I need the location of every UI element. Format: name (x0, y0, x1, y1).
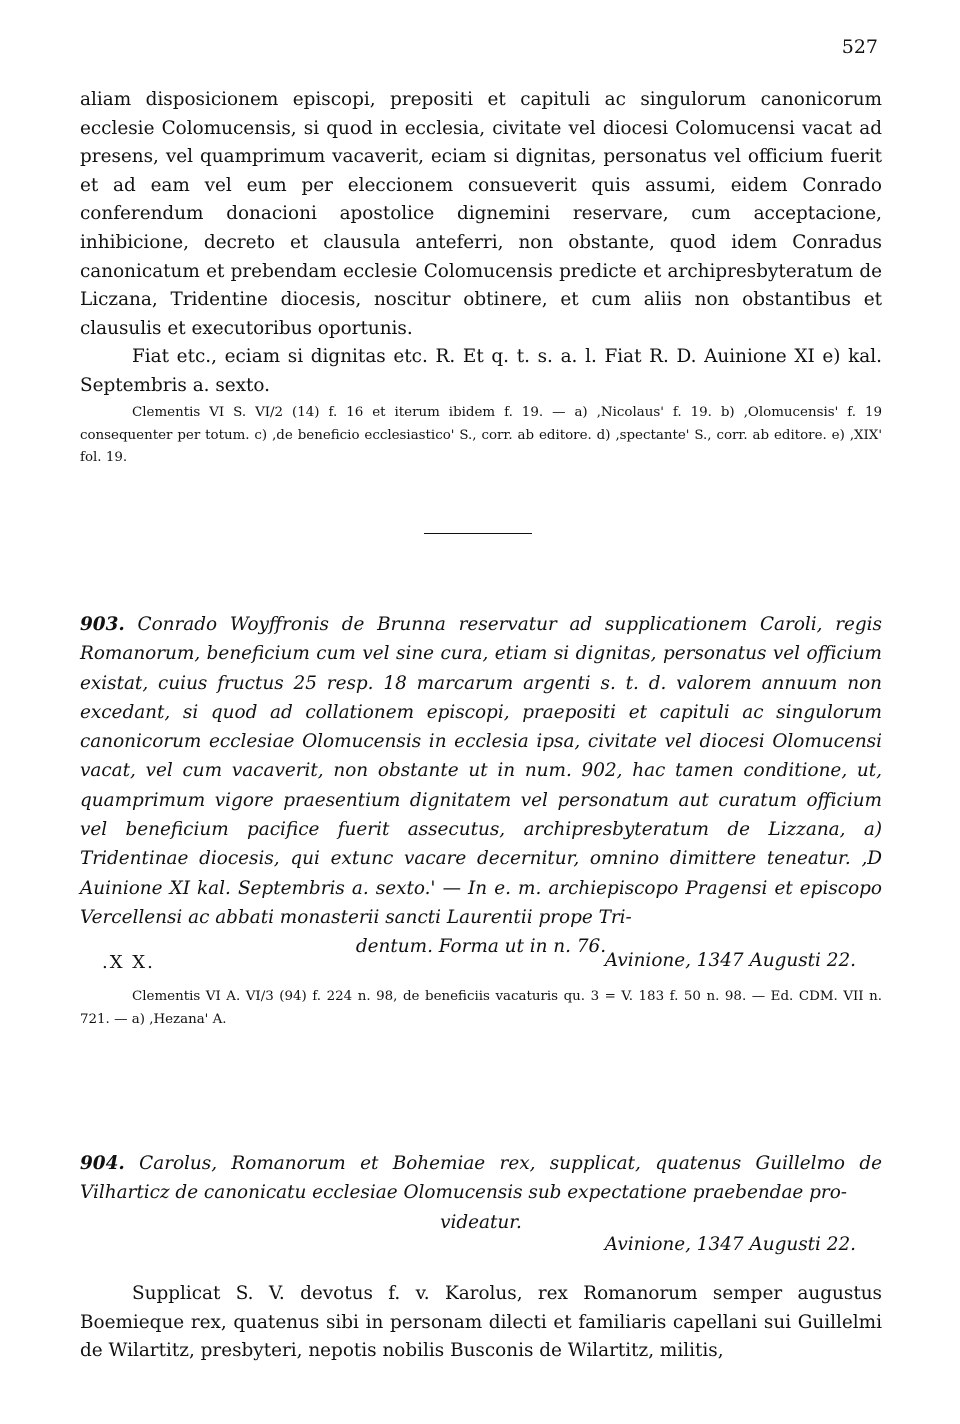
entry-903-summary-text: Conrado Woyffronis de Brunna reservatur ad supplicationem Caroli, regis Romanorum, beneficium cum vel sine cura, etiam si dignitas, personatus vel officium existat, cuius fructus 25 resp. 18 marcarum argenti s. t. d. valorem annuum non excedant, si quod ad collationem episcopi, praepositi et capituli ac singulorum canonicorum ecclesiae Olomucensis in ecclesia ipsa, civitate vel diocesi Olomucensi vacat, vel cum vacaverit, non obstante ut in num. 902, hac tamen conditione, ut, quamprimum vigore praesentium dignitatem vel personatum aut curatum officium vel beneficium pacifice fuerit assecutus, archipresbyteratum de Lizzana, a) Tridentinae diocesis, qui extunc vacare decernitur, omnino dimittere teneatur. ‚D Auinione XI kal. Septembris a. sexto.' — In e. m. archiepiscopo Pragensi et episcopo Vercellensi ac abbati monasterii sancti Laurentii prope Tri- (80, 614, 882, 928)
entry-903-meta (80, 950, 882, 980)
footnotes-2 (80, 986, 882, 1031)
entry-904-number: 904. (80, 1153, 125, 1174)
entry-903 (80, 610, 882, 962)
entry-904-summary-last: videatur. (440, 1211, 522, 1233)
entry-904-place-date: Avinione, 1347 Augusti 22. (604, 1234, 856, 1255)
supplication-paragraph: Supplicat S. V. devotus f. v. Karolus, rex Romanorum semper augustus Boemieque rex, quatenus sibi in personam dilecti et familiaris capellani sui Guillelmi de Wilartitz, presbyteri, nepotis nobilis Busconis de Wilartitz, militis, (80, 1283, 882, 1362)
entry-904-summary (80, 1149, 882, 1208)
entry-904 (80, 1149, 882, 1237)
entry-903-summary (80, 610, 882, 932)
footnotes-1-text: Clementis VI S. VI/2 (14) f. 16 et iterum ibidem f. 19. — a) ‚Nicolaus' f. 19. b) ‚Olomucensis' f. 19 consequenter per totum. c) ‚de beneficio ecclesiastico' S., corr. ab editore. d) ‚spectante' S., corr. ab editore. e) ‚XIX' fol. 19. (80, 405, 882, 466)
entry-904-meta (80, 1234, 882, 1264)
entry-904-summary-text: Carolus, Romanorum et Bohemiae rex, supplicat, quatenus Guillelmo de Vilharticz de canonicatu ecclesiae Olomucensis sub expectatione praebendae pro- (80, 1153, 882, 1204)
section-divider (424, 533, 532, 534)
entry-903-place-date: Avinione, 1347 Augusti 22. (604, 950, 856, 971)
entry-903-summary-last: dentum. Forma ut in n. 76. (355, 936, 607, 958)
petition-paragraph: aliam disposicionem episcopi, prepositi et capituli ac singulorum canonicorum ecclesie Colomucensis, si quod in ecclesia, civitate vel diocesi Colomucensi vacat ad presens, vel quamprimum vacaverit, eciam si dignitas, personatus vel officium fuerit et ad eam vel eum per eleccionem consueverit quis assumi, eidem Conrado conferendum donacioni apostolice dignemini reservare, cum acceptacione, inhibicione, decreto et clausula anteferri, non obstante, quod idem Conradus canonicatum et prebendam ecclesie Colomucensis predicte et archipresbyteratum de Liczana, Tridentine diocesis, noscitur obtinere, et cum aliis non obstantibus et clausulis et executoribus oportunis. (80, 89, 882, 339)
page-number: 527 (841, 36, 878, 58)
entry-903-roman-numeral: .X X. (102, 952, 155, 973)
footnotes-1 (80, 402, 882, 470)
main-text-2 (80, 1280, 882, 1366)
fiat-line: Fiat etc., eciam si dignitas etc. R. Et q. t. s. a. l. Fiat R. D. Auinione XI e) kal. Septembris a. sexto. (80, 346, 882, 396)
main-text-1 (80, 86, 882, 401)
entry-903-number: 903. (80, 614, 125, 635)
footnotes-2-text: Clementis VI A. VI/3 (94) f. 224 n. 98, de beneficiis vacaturis qu. 3 = V. 183 f. 50 n. 98. — Ed. CDM. VII n. 721. — a) ‚Hezana' A. (80, 989, 882, 1027)
